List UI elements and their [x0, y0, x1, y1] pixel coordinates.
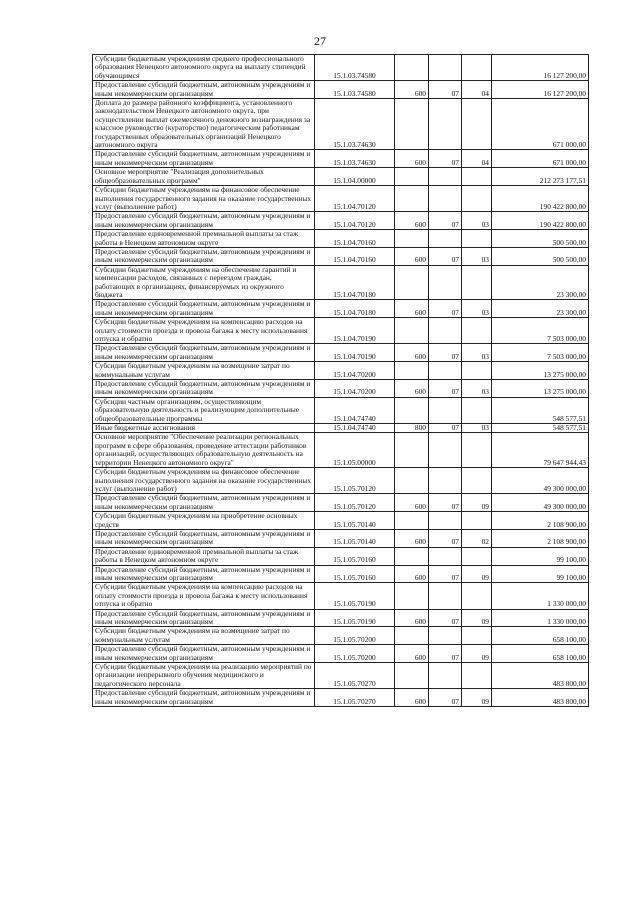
row-name: Основное мероприятие "Обеспечение реализации региональных программ в сфере образования, проведение аттестации работников организаций, осуществляющих образовательную деятельность на территории Ненецкого автономного округа": [93, 433, 315, 468]
row-subsection: [462, 362, 492, 380]
row-subsection: [462, 318, 492, 344]
row-code: 15.1.05.70120: [315, 468, 395, 494]
row-subsection: [462, 547, 492, 565]
table-row: [93, 583, 589, 609]
row-expense-type: [395, 512, 429, 530]
row-subsection: 09: [462, 494, 492, 512]
row-expense-type: 600: [395, 529, 429, 547]
row-name: Субсидии бюджетным учреждениям на возмещение затрат по коммунальным услугам: [93, 627, 315, 645]
row-amount: 79 647 944,43: [492, 433, 589, 468]
row-section: [429, 230, 462, 248]
row-subsection: 02: [462, 529, 492, 547]
row-subsection: [462, 468, 492, 494]
table-row: [93, 512, 589, 530]
row-expense-type: [395, 583, 429, 609]
row-expense-type: [395, 265, 429, 300]
row-expense-type: 600: [395, 380, 429, 398]
row-section: [429, 583, 462, 609]
row-code: 15.1.03.74630: [315, 150, 395, 168]
row-name: Субсидии бюджетным учреждениям на компенсацию расходов на оплату стоимости проезда и провоза багажа к месту использования отпуска и обратно: [93, 583, 315, 609]
table-row: [93, 81, 589, 99]
row-subsection: 09: [462, 565, 492, 583]
row-subsection: [462, 433, 492, 468]
row-name: Предоставление субсидий бюджетным, автономным учреждениям и иным некоммерческим организациям: [93, 380, 315, 398]
row-code: 15.1.05.70270: [315, 689, 395, 707]
row-amount: 190 422 800,00: [492, 212, 589, 230]
table-row: [93, 55, 589, 81]
row-expense-type: 600: [395, 609, 429, 627]
row-name: Субсидии бюджетным учреждениям на финансовое обеспечение выполнения государственного задания на оказание государственных услуг (выполнение работ): [93, 468, 315, 494]
row-amount: 13 275 000,00: [492, 362, 589, 380]
row-section: [429, 265, 462, 300]
row-subsection: 03: [462, 300, 492, 318]
row-section: 07: [429, 300, 462, 318]
row-amount: 99 100,00: [492, 565, 589, 583]
table-row: [93, 468, 589, 494]
row-expense-type: 600: [395, 300, 429, 318]
row-subsection: [462, 186, 492, 212]
row-section: 07: [429, 212, 462, 230]
row-name: Предоставление субсидий бюджетным, автономным учреждениям и иным некоммерческим организациям: [93, 300, 315, 318]
table-row: [93, 397, 589, 423]
row-section: 07: [429, 344, 462, 362]
row-section: 07: [429, 494, 462, 512]
row-subsection: 09: [462, 609, 492, 627]
row-expense-type: [395, 168, 429, 186]
row-expense-type: [395, 433, 429, 468]
table-row: [93, 265, 589, 300]
row-code: 15.1.04.00000: [315, 168, 395, 186]
row-code: 15.1.04.70180: [315, 265, 395, 300]
table-row: [93, 627, 589, 645]
row-section: 07: [429, 424, 462, 433]
row-section: 07: [429, 247, 462, 265]
row-section: [429, 433, 462, 468]
row-section: 07: [429, 529, 462, 547]
row-subsection: [462, 99, 492, 150]
row-amount: 548 577,51: [492, 397, 589, 423]
row-name: Субсидии бюджетным учреждениям на финансовое обеспечение выполнения государственного задания на оказание государственных услуг (выполнение работ): [93, 186, 315, 212]
row-code: 15.1.05.00000: [315, 433, 395, 468]
row-expense-type: [395, 627, 429, 645]
table-row: [93, 230, 589, 248]
row-subsection: [462, 168, 492, 186]
row-expense-type: 600: [395, 494, 429, 512]
row-subsection: 03: [462, 424, 492, 433]
row-expense-type: [395, 397, 429, 423]
row-expense-type: 600: [395, 81, 429, 99]
row-name: Субсидии частным организациям, осуществляющим образовательную деятельность и реализующим дополнительные общеобразовательные программы: [93, 397, 315, 423]
row-section: [429, 663, 462, 689]
table-row: [93, 645, 589, 663]
row-code: 15.1.04.70120: [315, 212, 395, 230]
row-subsection: 03: [462, 380, 492, 398]
row-amount: 548 577,51: [492, 424, 589, 433]
row-amount: 671 000,00: [492, 99, 589, 150]
row-code: 15.1.04.70200: [315, 362, 395, 380]
table-row: [93, 529, 589, 547]
row-section: [429, 512, 462, 530]
row-expense-type: [395, 99, 429, 150]
row-subsection: 03: [462, 247, 492, 265]
row-subsection: [462, 627, 492, 645]
row-section: 07: [429, 645, 462, 663]
row-name: Субсидии бюджетным учреждениям на обеспечение гарантий и компенсации расходов, связанных с переездом граждан, работающих в организациях, финансируемых из окружного бюджета: [93, 265, 315, 300]
row-section: 07: [429, 380, 462, 398]
row-name: Иные бюджетные ассигнования: [93, 424, 315, 433]
row-name: Субсидии бюджетным учреждениям на реализацию мероприятий по организации непрерывного обучения медицинского и педагогического персонала: [93, 663, 315, 689]
row-expense-type: 600: [395, 565, 429, 583]
row-expense-type: [395, 663, 429, 689]
table-row: [93, 186, 589, 212]
row-amount: 16 127 200,00: [492, 81, 589, 99]
row-expense-type: 600: [395, 212, 429, 230]
row-subsection: [462, 397, 492, 423]
row-name: Субсидии бюджетным учреждениям на приобретение основных средств: [93, 512, 315, 530]
row-amount: 2 108 900,00: [492, 512, 589, 530]
row-amount: 7 503 000,00: [492, 318, 589, 344]
table-row: [93, 362, 589, 380]
row-section: 07: [429, 609, 462, 627]
row-amount: 49 300 000,00: [492, 494, 589, 512]
table-row: [93, 300, 589, 318]
row-section: [429, 55, 462, 81]
row-subsection: [462, 512, 492, 530]
row-amount: 500 500,00: [492, 230, 589, 248]
row-expense-type: [395, 318, 429, 344]
row-code: 15.1.04.70200: [315, 380, 395, 398]
row-code: 15.1.05.70120: [315, 494, 395, 512]
row-name: Предоставление единовременной премиальной выплаты за стаж работы в Ненецком автономном округе: [93, 230, 315, 248]
row-name: Субсидии бюджетным учреждениям на возмещение затрат по коммунальным услугам: [93, 362, 315, 380]
budget-table: [92, 54, 589, 707]
row-code: 15.1.04.70160: [315, 247, 395, 265]
row-code: 15.1.05.70140: [315, 512, 395, 530]
row-name: Предоставление субсидий бюджетным, автономным учреждениям и иным некоммерческим организациям: [93, 494, 315, 512]
row-code: 15.1.05.70160: [315, 565, 395, 583]
table-row: [93, 212, 589, 230]
table-row: [93, 663, 589, 689]
row-name: Предоставление единовременной премиальной выплаты за стаж работы в Ненецком автономном округе: [93, 547, 315, 565]
row-code: 15.1.05.70200: [315, 627, 395, 645]
table-row: [93, 547, 589, 565]
row-amount: 7 503 000,00: [492, 344, 589, 362]
row-subsection: 03: [462, 344, 492, 362]
table-row: [93, 99, 589, 150]
table-row: [93, 318, 589, 344]
row-amount: 1 330 000,00: [492, 609, 589, 627]
row-section: [429, 547, 462, 565]
row-subsection: 09: [462, 689, 492, 707]
row-expense-type: [395, 55, 429, 81]
row-amount: 23 300,00: [492, 300, 589, 318]
row-expense-type: 600: [395, 247, 429, 265]
row-code: 15.1.05.70190: [315, 609, 395, 627]
table-row: [93, 424, 589, 433]
table-row: [93, 433, 589, 468]
row-code: 15.1.04.74740: [315, 424, 395, 433]
row-code: 15.1.04.70190: [315, 318, 395, 344]
row-subsection: 03: [462, 212, 492, 230]
row-amount: 1 330 000,00: [492, 583, 589, 609]
row-amount: 2 108 900,00: [492, 529, 589, 547]
table-row: [93, 247, 589, 265]
row-section: [429, 318, 462, 344]
row-expense-type: 600: [395, 689, 429, 707]
row-amount: 483 800,00: [492, 663, 589, 689]
row-subsection: 04: [462, 150, 492, 168]
row-amount: 658 100,00: [492, 645, 589, 663]
row-code: 15.1.03.74630: [315, 99, 395, 150]
row-amount: 500 500,00: [492, 247, 589, 265]
row-name: Предоставление субсидий бюджетным, автономным учреждениям и иным некоммерческим организациям: [93, 150, 315, 168]
row-code: 15.1.04.70120: [315, 186, 395, 212]
row-subsection: [462, 583, 492, 609]
row-subsection: [462, 265, 492, 300]
row-code: 15.1.05.70160: [315, 547, 395, 565]
table-row: [93, 380, 589, 398]
row-name: Предоставление субсидий бюджетным, автономным учреждениям и иным некоммерческим организациям: [93, 689, 315, 707]
row-subsection: 04: [462, 81, 492, 99]
row-section: [429, 168, 462, 186]
row-amount: 483 800,00: [492, 689, 589, 707]
row-expense-type: [395, 230, 429, 248]
row-code: 15.1.03.74580: [315, 81, 395, 99]
row-amount: 13 275 000,00: [492, 380, 589, 398]
table-row: [93, 494, 589, 512]
row-name: Доплата до размера районного коэффициента, установленного законодательством Ненецкого автономного округа, при осуществлении выплат ежемесячного денежного вознаграждения за классное руководство (кураторство) педагогическим работникам государственных образовательных организаций Ненецкого автономного округа: [93, 99, 315, 150]
row-code: 15.1.04.74740: [315, 397, 395, 423]
row-section: [429, 468, 462, 494]
row-amount: 658 100,00: [492, 627, 589, 645]
row-amount: 190 422 800,00: [492, 186, 589, 212]
row-section: [429, 99, 462, 150]
row-code: 15.1.03.74580: [315, 55, 395, 81]
row-amount: 99 100,00: [492, 547, 589, 565]
row-amount: 212 273 177,51: [492, 168, 589, 186]
row-amount: 16 127 200,00: [492, 55, 589, 81]
row-expense-type: [395, 468, 429, 494]
row-name: Основное мероприятие "Реализация дополнительных общеобразовательных программ": [93, 168, 315, 186]
row-expense-type: 600: [395, 645, 429, 663]
row-subsection: [462, 663, 492, 689]
row-name: Предоставление субсидий бюджетным, автономным учреждениям и иным некоммерческим организациям: [93, 645, 315, 663]
row-subsection: [462, 230, 492, 248]
row-expense-type: [395, 547, 429, 565]
table-row: [93, 689, 589, 707]
row-expense-type: 600: [395, 344, 429, 362]
row-amount: 671 000,00: [492, 150, 589, 168]
row-subsection: [462, 55, 492, 81]
row-name: Предоставление субсидий бюджетным, автономным учреждениям и иным некоммерческим организациям: [93, 212, 315, 230]
row-section: [429, 627, 462, 645]
row-expense-type: [395, 362, 429, 380]
row-expense-type: [395, 186, 429, 212]
row-amount: 49 300 000,00: [492, 468, 589, 494]
row-name: Предоставление субсидий бюджетным, автономным учреждениям и иным некоммерческим организациям: [93, 81, 315, 99]
row-section: 07: [429, 150, 462, 168]
row-name: Предоставление субсидий бюджетным, автономным учреждениям и иным некоммерческим организациям: [93, 565, 315, 583]
row-section: 07: [429, 565, 462, 583]
table-row: [93, 344, 589, 362]
row-expense-type: 600: [395, 150, 429, 168]
row-code: 15.1.05.70140: [315, 529, 395, 547]
row-section: 07: [429, 81, 462, 99]
row-section: [429, 186, 462, 212]
row-expense-type: 800: [395, 424, 429, 433]
row-amount: 23 300,00: [492, 265, 589, 300]
row-code: 15.1.04.70190: [315, 344, 395, 362]
row-name: Субсидии бюджетным учреждениям на компенсацию расходов на оплату стоимости проезда и провоза багажа к месту использования отпуска и обратно: [93, 318, 315, 344]
row-name: Предоставление субсидий бюджетным, автономным учреждениям и иным некоммерческим организациям: [93, 344, 315, 362]
row-code: 15.1.04.70180: [315, 300, 395, 318]
row-code: 15.1.05.70190: [315, 583, 395, 609]
page-number: 27: [314, 34, 326, 48]
table-row: [93, 565, 589, 583]
row-section: [429, 397, 462, 423]
row-code: 15.1.05.70270: [315, 663, 395, 689]
row-code: 15.1.05.70200: [315, 645, 395, 663]
row-code: 15.1.04.70160: [315, 230, 395, 248]
row-name: Субсидии бюджетным учреждениям среднего профессионального образования Ненецкого автономного округа на выплату стипендий обучающимся: [93, 55, 315, 81]
table-row: [93, 609, 589, 627]
row-subsection: 09: [462, 645, 492, 663]
table-row: [93, 168, 589, 186]
row-section: 07: [429, 689, 462, 707]
row-name: Предоставление субсидий бюджетным, автономным учреждениям и иным некоммерческим организациям: [93, 529, 315, 547]
row-section: [429, 362, 462, 380]
table-row: [93, 150, 589, 168]
row-name: Предоставление субсидий бюджетным, автономным учреждениям и иным некоммерческим организациям: [93, 609, 315, 627]
budget-table-body: [93, 55, 589, 707]
row-name: Предоставление субсидий бюджетным, автономным учреждениям и иным некоммерческим организациям: [93, 247, 315, 265]
